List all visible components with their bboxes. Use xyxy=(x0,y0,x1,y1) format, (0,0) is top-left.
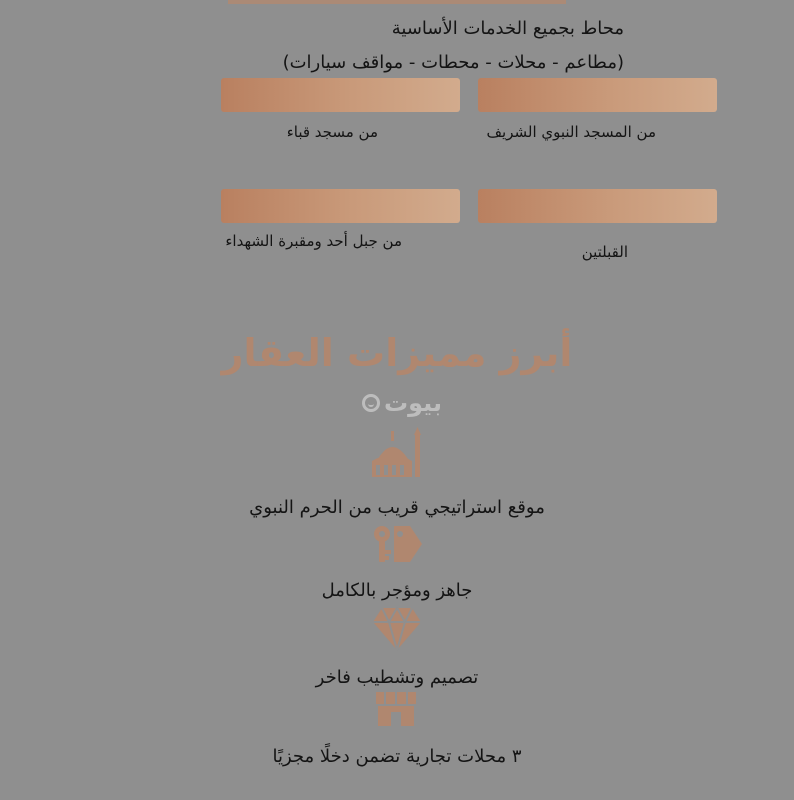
feature-text-shops: ٣ محلات تجارية تضمن دخلًا مجزيًا xyxy=(272,746,522,767)
diamond-icon xyxy=(372,606,422,652)
keys-tag-icon xyxy=(370,522,424,566)
services-line-2: (مطاعم - محلات - محطات - مواقف سيارات) xyxy=(282,52,624,73)
distance-bar-uhud xyxy=(221,189,460,223)
feature-text-ready: جاهز ومؤجر بالكامل xyxy=(321,580,473,601)
distance-label-nabawi: من المسجد النبوي الشريف xyxy=(486,123,656,141)
distance-bar-nabawi xyxy=(478,78,717,112)
brand-logo xyxy=(352,388,452,418)
distance-label-uhud: من جبل أحد ومقبرة الشهداء xyxy=(225,232,402,250)
distance-bar-qiblatayn xyxy=(478,189,717,223)
feature-text-location: موقع استراتيجي قريب من الحرم النبوي xyxy=(249,497,545,518)
services-block xyxy=(204,12,624,80)
mosque-icon xyxy=(370,425,424,479)
logo-pin-icon xyxy=(362,394,380,412)
services-line-1: محاط بجميع الخدمات الأساسية xyxy=(391,18,624,39)
top-divider-line xyxy=(228,0,566,4)
distance-label-quba: من مسجد قباء xyxy=(286,123,378,141)
feature-text-design: تصميم وتشطيب فاخر xyxy=(315,667,479,688)
shop-icon xyxy=(374,690,418,728)
brand-logo-text: بيوت xyxy=(384,389,442,417)
distance-label-qiblatayn: القبلتين xyxy=(581,243,628,261)
features-title: أبرز مميزات العقار xyxy=(221,331,573,375)
distance-bar-quba xyxy=(221,78,460,112)
